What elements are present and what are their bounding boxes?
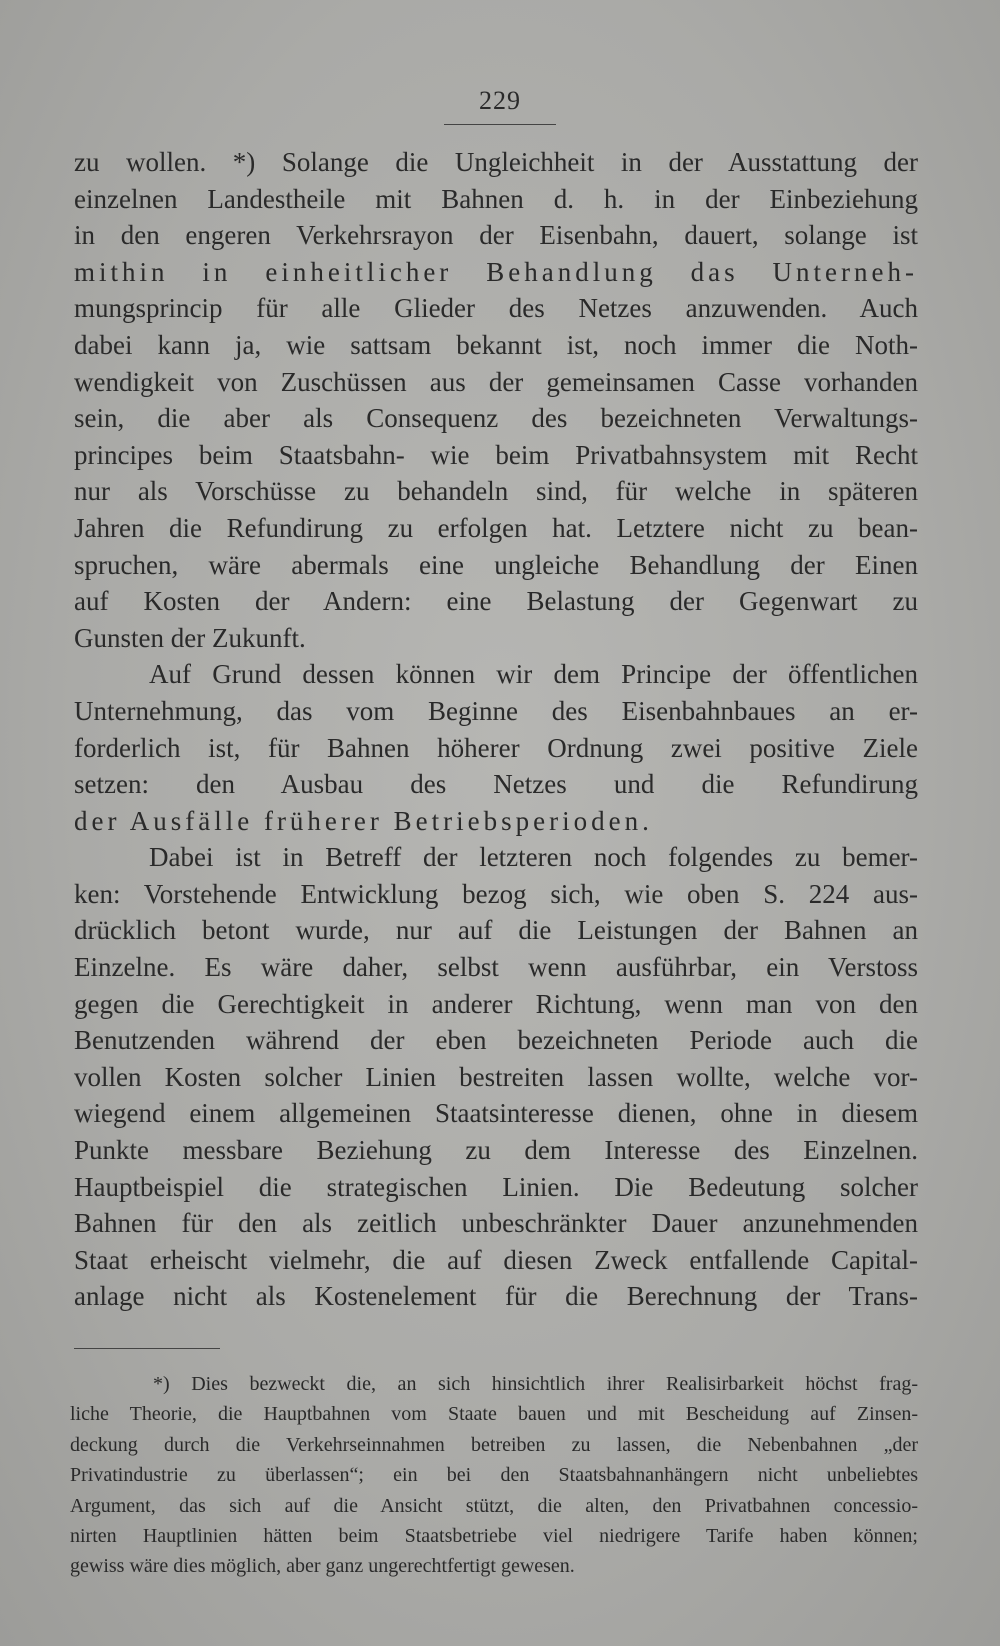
footnote-line: Argument, das sich auf die Ansicht stützt, die alten, den Privatbahnen concessio- [70,1494,918,1517]
body-line: Bahnen für den als zeitlich unbeschränkter Dauer anzunehmenden [74,1208,918,1239]
body-line: zu wollen. *) Solange die Ungleichheit in der Ausstattung der [74,147,918,177]
body-line: gegen die Gerechtigkeit in anderer Richtung, wenn man von den [74,988,918,1019]
body-line: Gunsten der Zukunft. [74,622,306,653]
footnote-line: Privatindustrie zu überlassen“; ein bei den Staatsbahnanhängern nicht unbeliebtes [70,1464,918,1487]
footnote-line: liche Theorie, die Hauptbahnen vom Staate bauen und mit Bescheidung auf Zinsen- [70,1403,918,1426]
body-line: Einzelne. Es wäre daher, selbst wenn ausführbar, ein Verstoss [74,952,918,983]
page-number: 229 [479,86,521,115]
body-line: Auf Grund dessen können wir dem Principe der öffentlichen [149,659,918,690]
body-line: anlage nicht als Kostenelement für die Berechnung der Trans- [74,1281,918,1312]
page-number-rule [444,124,556,125]
body-line: Unternehmung, das vom Beginne des Eisenbahnbaues an er- [74,695,918,726]
body-line: mungsprincip für alle Glieder des Netzes anzuwenden. Auch [74,293,918,324]
body-line: Punkte messbare Beziehung zu dem Interesse des Einzelnen. [74,1135,918,1166]
body-line: einzelnen Landestheile mit Bahnen d. h. in der Einbeziehung [74,183,918,214]
footnote-line: deckung durch die Verkehrseinnahmen betreiben zu lassen, die Nebenbahnen „der [70,1433,918,1456]
body-line: forderlich ist, für Bahnen höherer Ordnung zwei positive Ziele [74,732,918,763]
body-text [74,144,918,1315]
body-line: spruchen, wäre abermals eine ungleiche Behandlung der Einen [74,549,918,580]
body-line: setzen: den Ausbau des Netzes und die Refundirung [74,769,918,800]
footnote-line: gewiss wäre dies möglich, aber ganz ungerechtfertigt gewesen. [70,1555,575,1578]
body-line: vollen Kosten solcher Linien bestreiten lassen wollte, welche vor- [74,1061,918,1092]
footnote-line: nirten Hauptlinien hätten beim Staatsbetriebe viel niedrigere Tarife haben können; [70,1524,918,1547]
footnote-rule [74,1348,220,1349]
body-line: ken: Vorstehende Entwicklung bezog sich, wie oben S. 224 aus- [74,878,918,909]
body-line: principes beim Staatsbahn- wie beim Privatbahnsystem mit Recht [74,439,918,470]
body-line: Hauptbeispiel die strategischen Linien. Die Bedeutung solcher [74,1171,918,1202]
footnote [70,1369,918,1582]
body-line: in den engeren Verkehrsrayon der Eisenbahn, dauert, solange ist [74,220,918,251]
body-line: dabei kann ja, wie sattsam bekannt ist, noch immer die Noth- [74,329,918,360]
body-line: Jahren die Refundirung zu erfolgen hat. Letztere nicht zu bean- [74,512,918,543]
body-line: sein, die aber als Consequenz des bezeichneten Verwaltungs- [74,403,918,434]
body-line: Staat erheischt vielmehr, die auf diesen Zweck entfallende Capital- [74,1244,918,1275]
body-line: mithin in einheitlicher Behandlung das Unterneh- [74,256,918,287]
body-line: der Ausfälle früherer Betriebsperioden. [74,805,653,836]
body-line: wiegend einem allgemeinen Staatsinteresse dienen, ohne in diesem [74,1098,918,1129]
body-line: nur als Vorschüsse zu behandeln sind, für welche in späteren [74,476,918,507]
body-line: drücklich betont wurde, nur auf die Leistungen der Bahnen an [74,915,918,946]
body-line: auf Kosten der Andern: eine Belastung der Gegenwart zu [74,586,918,617]
body-line: Benutzenden während der eben bezeichneten Periode auch die [74,1025,918,1056]
body-line: Dabei ist in Betreff der letzteren noch folgendes zu bemer- [149,842,918,873]
body-line: wendigkeit von Zuschüssen aus der gemeinsamen Casse vorhanden [74,366,918,397]
footnote-line: *) Dies bezweckt die, an sich hinsichtlich ihrer Realisirbarkeit höchst frag- [153,1373,918,1395]
